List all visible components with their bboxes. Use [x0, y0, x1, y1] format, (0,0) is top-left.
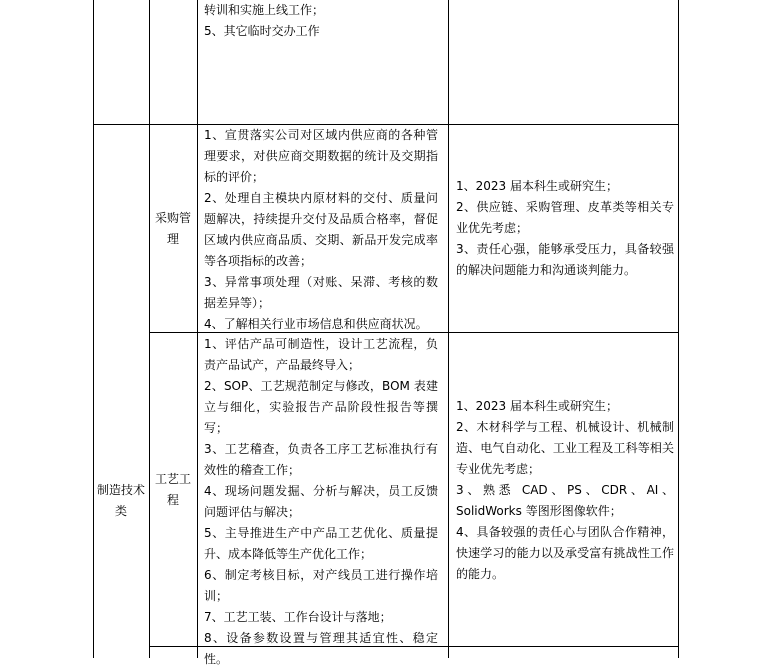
duty-item: 2、SOP、工艺规范制定与修改，BOM 表建立与细化，实验报告产品阶段性报告等撰写； [204, 379, 438, 435]
requirement-item: 1、2023 届本科生或研究生； [456, 399, 618, 413]
requirement-item: 2、供应链、采购管理、皮革类等相关专业优先考虑； [456, 200, 674, 235]
duty-item: 8、设备参数设置与管理其适宜性、稳定性。 [204, 631, 438, 666]
requirement-item: 3、熟悉 CAD、PS、CDR、AI、SolidWorks 等图形图像软件； [456, 483, 674, 518]
position-name-procurement: 采购管理 [154, 211, 191, 246]
duty-item: 3、异常事项处理（对账、呆滞、考核的数据差异等）； [204, 275, 438, 310]
process-requirements-cell [456, 396, 674, 585]
procurement-duties-cell [204, 125, 438, 335]
duty-item: 3、工艺稽查，负责各工序工艺标准执行有效性的稽查工作； [204, 442, 438, 477]
duty-item: 2、处理自主模块内原材料的交付、质量问题解决，持续提升交付及品质合格率，督促区域内供应商品质、交期、新品开发完成率等各项指标的改善； [204, 191, 438, 268]
duty-item: 1、宣贯落实公司对区域内供应商的各种管理要求，对供应商交期数据的统计及交期指标的评价； [204, 128, 438, 184]
requirement-item: 3、责任心强，能够承受压力，具备较强的解决问题能力和沟通谈判能力。 [456, 242, 674, 277]
top-duties-cell [204, 0, 438, 42]
duty-item: 4、了解相关行业市场信息和供应商状况。 [204, 317, 428, 331]
procurement-requirements-cell [456, 176, 674, 281]
duty-item: 5、其它临时交办工作 [204, 24, 320, 38]
duty-item: 7、工艺工装、工作台设计与落地； [204, 610, 392, 624]
requirement-item: 4、具备较强的责任心与团队合作精神，快速学习的能力以及承受富有挑战性工作的能力。 [456, 525, 674, 581]
requirement-item: 2、木材科学与工程、机械设计、机械制造、电气自动化、工业工程及工科等相关专业优先考虑； [456, 420, 674, 476]
table-col-divider [149, 0, 150, 658]
duty-item: 5、主导推进生产中产品工艺优化、质量提升、成本降低等生产优化工作； [204, 526, 438, 561]
table-col-divider [197, 0, 198, 658]
duty-item: 转训和实施上线工作； [204, 3, 325, 17]
position-name-process: 工艺工程 [154, 472, 191, 507]
table-col-divider [448, 0, 449, 658]
duty-item: 4、现场问题发掘、分析与解决，员工反馈问题评估与解决； [204, 484, 438, 519]
requirement-item: 1、2023 届本科生或研究生； [456, 179, 618, 193]
process-duties-cell [204, 334, 438, 670]
category-manufacturing-tech: 制造技术类 [96, 483, 145, 518]
table-border-left [93, 0, 94, 658]
duty-item: 6、制定考核目标，对产线员工进行操作培训； [204, 568, 438, 603]
duty-item: 1、评估产品可制造性，设计工艺流程，负责产品试产，产品最终导入； [204, 337, 438, 372]
job-table [93, 0, 679, 666]
table-border-right [678, 0, 679, 658]
